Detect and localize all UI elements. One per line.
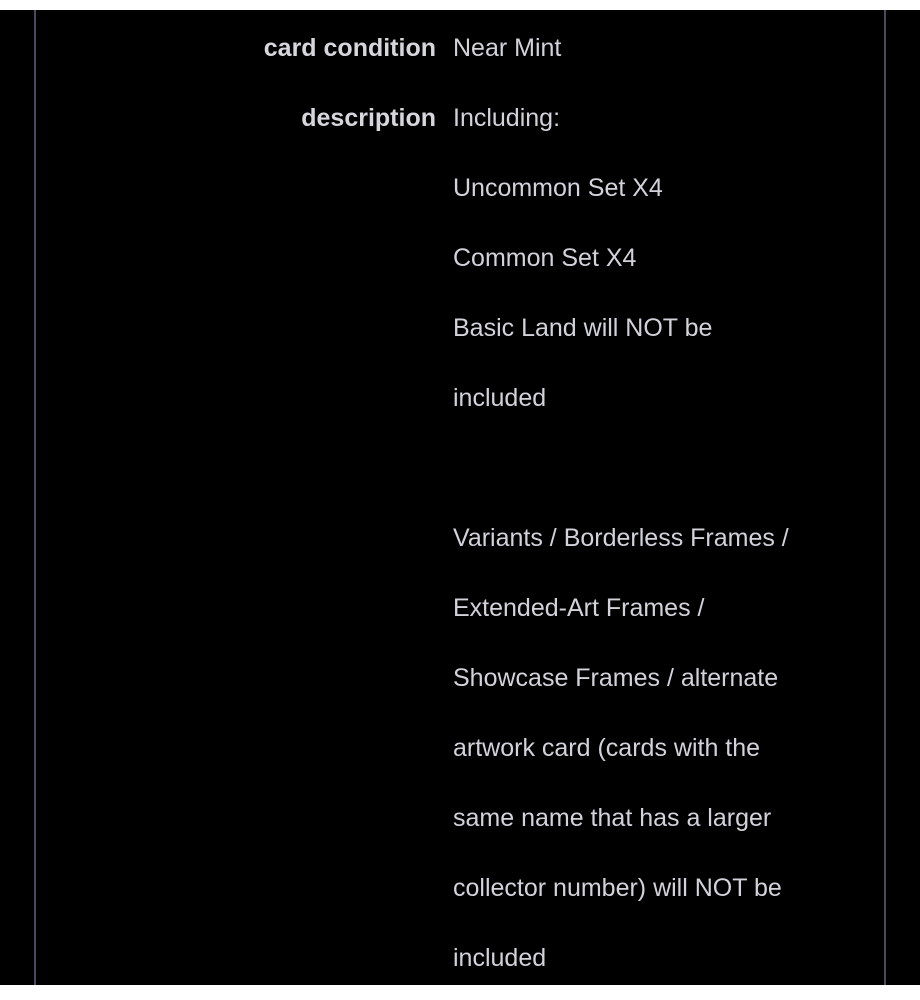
description-line: Including: [453, 104, 561, 132]
description-line: Uncommon Set X4 [453, 174, 663, 202]
description-line: Variants / Borderless Frames / [453, 524, 789, 552]
condition-label: card condition [263, 34, 436, 62]
description-line: Showcase Frames / alternate [453, 664, 779, 692]
description-line: included [453, 384, 547, 412]
description-line: Basic Land will NOT be [453, 314, 713, 342]
description-label: description [301, 104, 436, 132]
top-edge [0, 0, 920, 10]
description-line: collector number) will NOT be [453, 874, 782, 902]
description-line: artwork card (cards with the [453, 734, 761, 762]
right-divider [884, 10, 886, 985]
left-divider [34, 10, 36, 985]
description-line: same name that has a larger [453, 804, 772, 832]
condition-value: Near Mint [453, 34, 562, 62]
description-line: Extended-Art Frames / [453, 594, 705, 622]
description-line: included [453, 944, 547, 972]
description-line: Common Set X4 [453, 244, 637, 272]
bottom-edge [0, 985, 920, 1000]
